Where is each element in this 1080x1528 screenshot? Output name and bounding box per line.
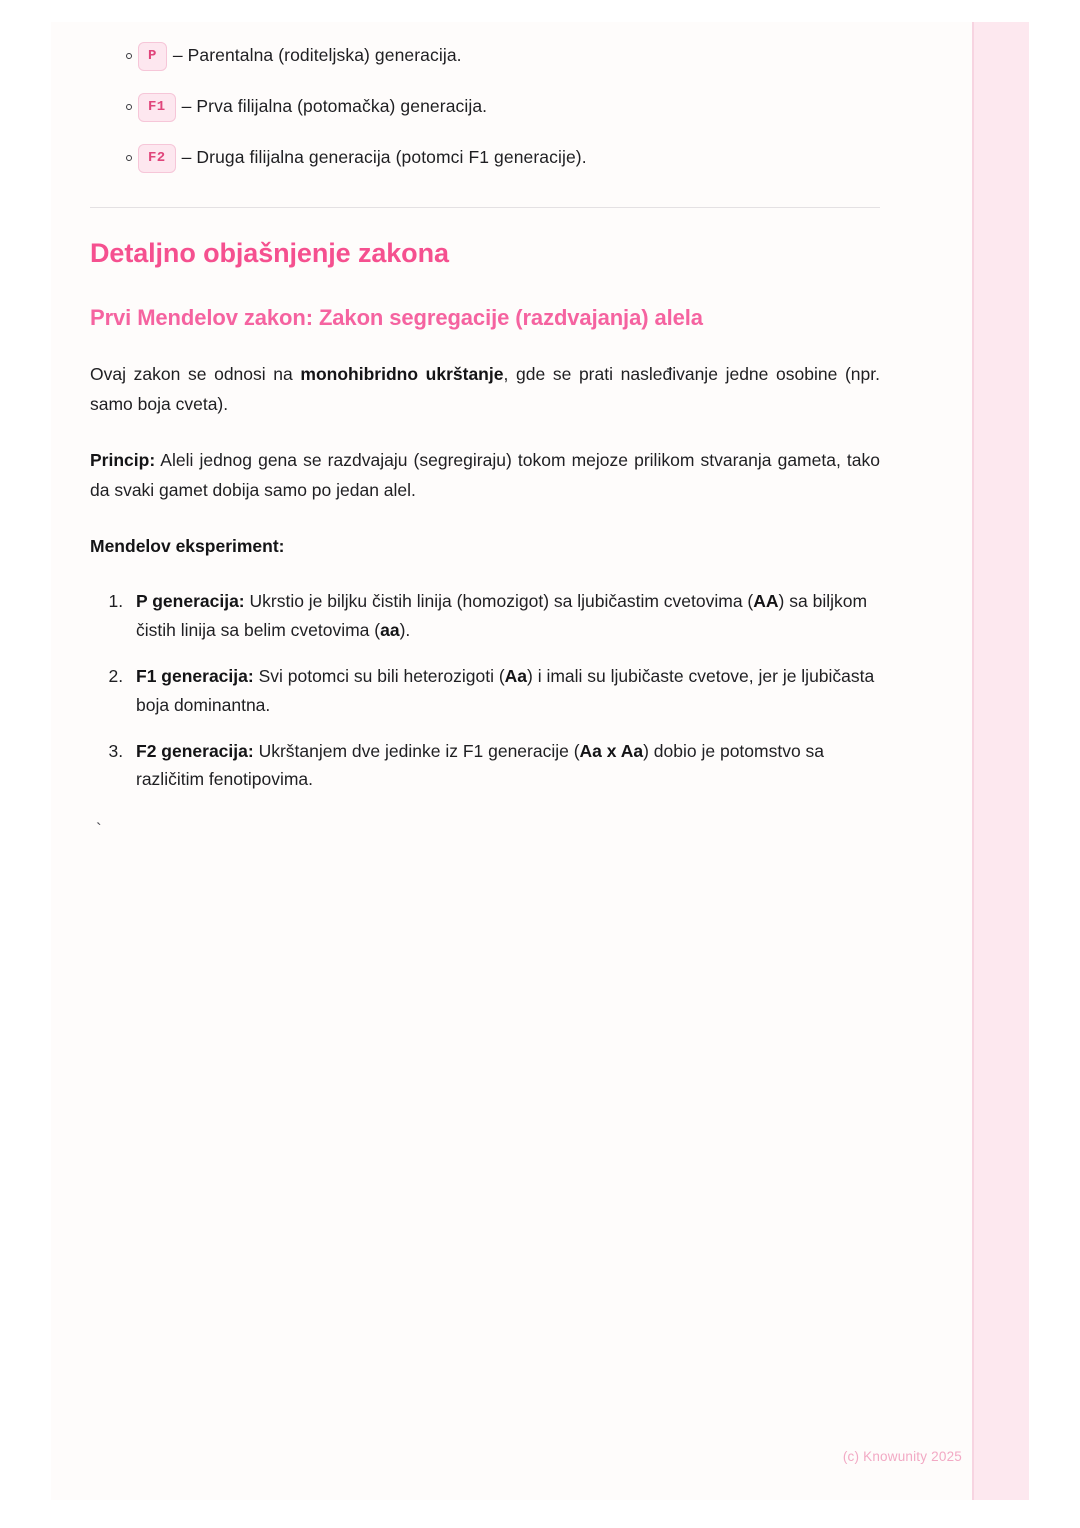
paragraph-text-part: Ovaj zakon se odnosi na xyxy=(90,364,301,384)
paragraph-text-part: , gde se prati nasleđivanje jedne osobine (npr. samo boja cveta). xyxy=(90,364,880,415)
section-heading: Detaljno objašnjenje zakona xyxy=(90,238,449,268)
paragraph-text-bold: monohibridno ukrštanje xyxy=(300,364,504,384)
step-label: F2 generacija: xyxy=(136,740,254,761)
step-text: Ukrstio je biljku čistih linija (homozigot) sa ljubičastim cvetovima ( xyxy=(244,591,754,612)
generation-text-p: – Parentalna (roditeljska) generacija. xyxy=(172,45,462,65)
generation-text-f2: – Druga filijalna generacija (potomci F1 generacije). xyxy=(181,147,587,167)
stray-backtick: ` xyxy=(96,819,102,839)
list-item xyxy=(128,587,880,644)
paragraph-label: Princip: xyxy=(90,450,156,471)
experiment-heading-text: Mendelov eksperiment: xyxy=(90,536,285,557)
step-text: ). xyxy=(399,619,411,640)
document-content xyxy=(90,42,880,840)
list-item xyxy=(128,737,880,794)
generation-chip-f1: F1 xyxy=(138,93,176,122)
step-text: ) dobio je potomstvo sa različitim fenotipovima. xyxy=(136,740,825,790)
step-text: ) sa biljkom čistih linija sa belim cvetovima ( xyxy=(136,591,868,640)
generation-chip-p: P xyxy=(138,42,167,71)
experiment-steps-list xyxy=(90,587,880,793)
paragraph-text-part: Aleli jednog gena se razdvajaju (segregiraju) tokom mejoze prilikom stvaranja gameta, tako da svaki gamet dobija samo po jedan alel. xyxy=(90,450,880,501)
experiment-heading xyxy=(90,531,880,561)
step-genotype: aa xyxy=(380,619,400,640)
page-edge-strip xyxy=(974,22,1029,1500)
list-item xyxy=(128,662,880,719)
footer-credit: (c) Knowunity 2025 xyxy=(842,1449,962,1464)
generation-text-f1: – Prva filijalna (potomačka) generacija. xyxy=(181,96,488,116)
generation-definitions-list xyxy=(90,42,880,173)
generation-chip-f2: F2 xyxy=(138,144,176,173)
paragraph-principle xyxy=(90,445,880,505)
section-divider xyxy=(90,207,880,208)
step-genotype: Aa xyxy=(504,666,528,687)
step-text: ) i imali su ljubičaste cvetove, jer je ljubičasta boja dominantna. xyxy=(136,666,875,715)
step-genotype: AA xyxy=(753,591,779,612)
list-item xyxy=(90,144,880,173)
step-text: Svi potomci su bili heterozigoti ( xyxy=(253,666,505,687)
subsection-heading: Prvi Mendelov zakon: Zakon segregacije (razdvajanja) alela xyxy=(90,305,703,330)
step-label: F1 generacija: xyxy=(136,666,254,687)
step-text: Ukrštanjem dve jedinke iz F1 generacije ( xyxy=(253,740,580,761)
document-page xyxy=(51,22,1029,1500)
step-label: P generacija: xyxy=(136,591,245,612)
paragraph-law-scope xyxy=(90,359,880,419)
list-item xyxy=(90,42,880,71)
step-genotype: Aa x Aa xyxy=(579,740,644,761)
list-item xyxy=(90,93,880,122)
